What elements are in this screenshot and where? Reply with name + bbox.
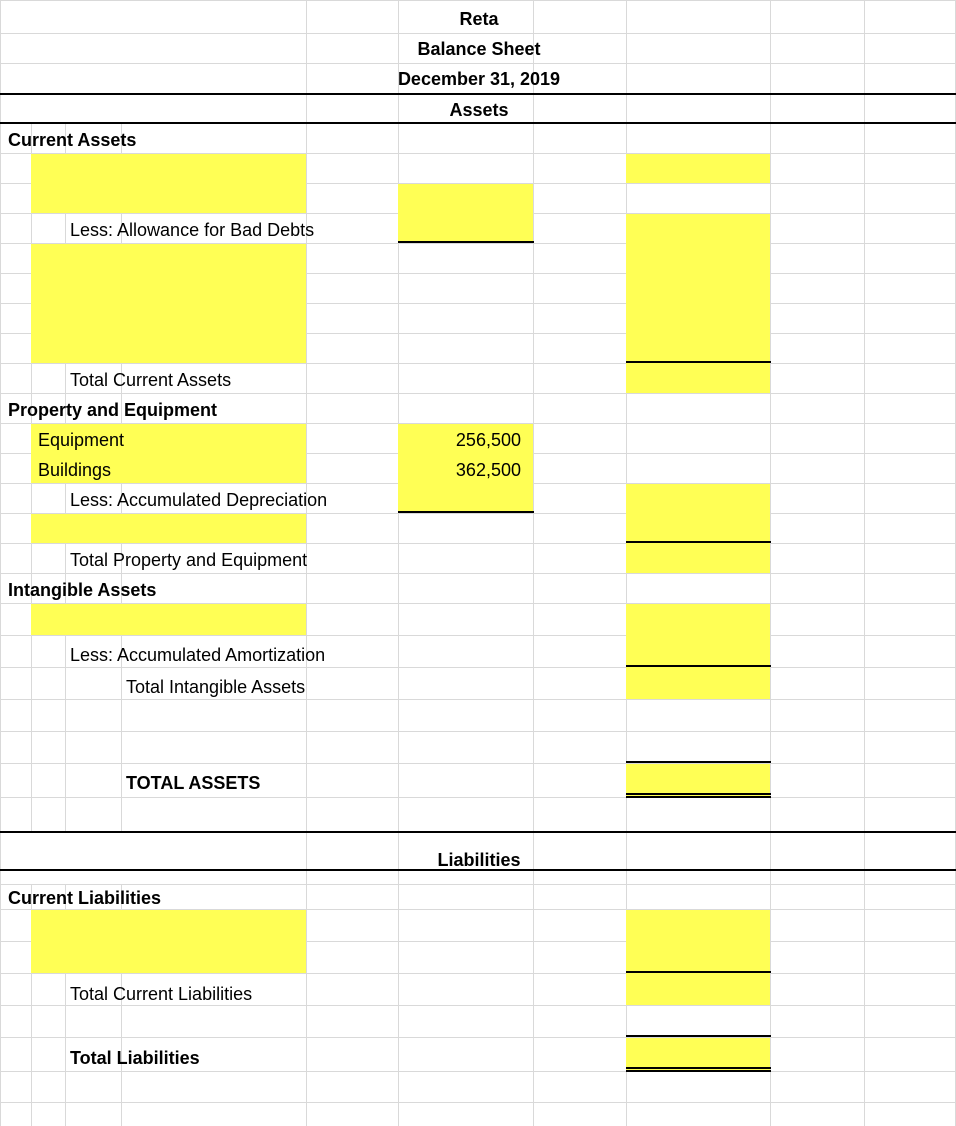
allowance-label: Less: Allowance for Bad Debts bbox=[70, 220, 315, 240]
underline bbox=[398, 511, 534, 513]
liabilities-heading: Liabilities bbox=[437, 850, 521, 870]
property-input-cell[interactable] bbox=[31, 514, 306, 543]
current-assets-heading: Current Assets bbox=[8, 130, 137, 150]
liability-input-cell[interactable] bbox=[31, 910, 306, 973]
underline bbox=[626, 541, 771, 543]
amortization-label: Less: Accumulated Amortization bbox=[70, 645, 326, 665]
underline bbox=[626, 761, 771, 763]
statement-title: Balance Sheet bbox=[417, 39, 541, 59]
total-property-label: Total Property and Equipment bbox=[70, 550, 308, 570]
equipment-value[interactable]: 256,500 bbox=[455, 430, 521, 450]
underline bbox=[626, 971, 771, 973]
assets-heading: Assets bbox=[449, 100, 509, 120]
property-heading: Property and Equipment bbox=[8, 400, 218, 420]
total-liabilities-label: Total Liabilities bbox=[70, 1048, 200, 1068]
underline bbox=[626, 665, 771, 667]
total-assets-label: TOTAL ASSETS bbox=[126, 773, 261, 793]
total-intangible-label: Total Intangible Assets bbox=[126, 677, 306, 697]
double-underline bbox=[626, 793, 771, 798]
underline bbox=[626, 361, 771, 363]
total-input-cell[interactable] bbox=[626, 604, 770, 699]
double-underline bbox=[626, 1067, 771, 1072]
underline bbox=[398, 241, 534, 243]
total-current-liabilities-label: Total Current Liabilities bbox=[70, 984, 253, 1004]
intangible-heading: Intangible Assets bbox=[8, 580, 157, 600]
total-input-cell[interactable] bbox=[626, 154, 770, 183]
amount-input-cell[interactable] bbox=[398, 184, 533, 242]
intangible-input-cell[interactable] bbox=[31, 604, 306, 635]
current-asset-input-cell[interactable] bbox=[31, 244, 306, 363]
total-input-cell[interactable] bbox=[626, 214, 770, 393]
underline bbox=[626, 1035, 771, 1037]
total-current-assets-label: Total Current Assets bbox=[70, 370, 232, 390]
current-liabilities-heading: Current Liabilities bbox=[8, 888, 162, 908]
header-border bbox=[0, 93, 956, 95]
equipment-label: Equipment bbox=[38, 430, 125, 450]
buildings-value[interactable]: 362,500 bbox=[455, 460, 521, 480]
statement-date: December 31, 2019 bbox=[397, 69, 561, 89]
depreciation-label: Less: Accumulated Depreciation bbox=[70, 490, 328, 510]
total-input-cell[interactable] bbox=[626, 910, 770, 1005]
current-asset-input-cell[interactable] bbox=[31, 154, 306, 213]
company-name: Reta bbox=[459, 9, 499, 29]
total-input-cell[interactable] bbox=[626, 484, 770, 573]
buildings-label: Buildings bbox=[38, 460, 112, 480]
section-border bbox=[0, 831, 956, 833]
